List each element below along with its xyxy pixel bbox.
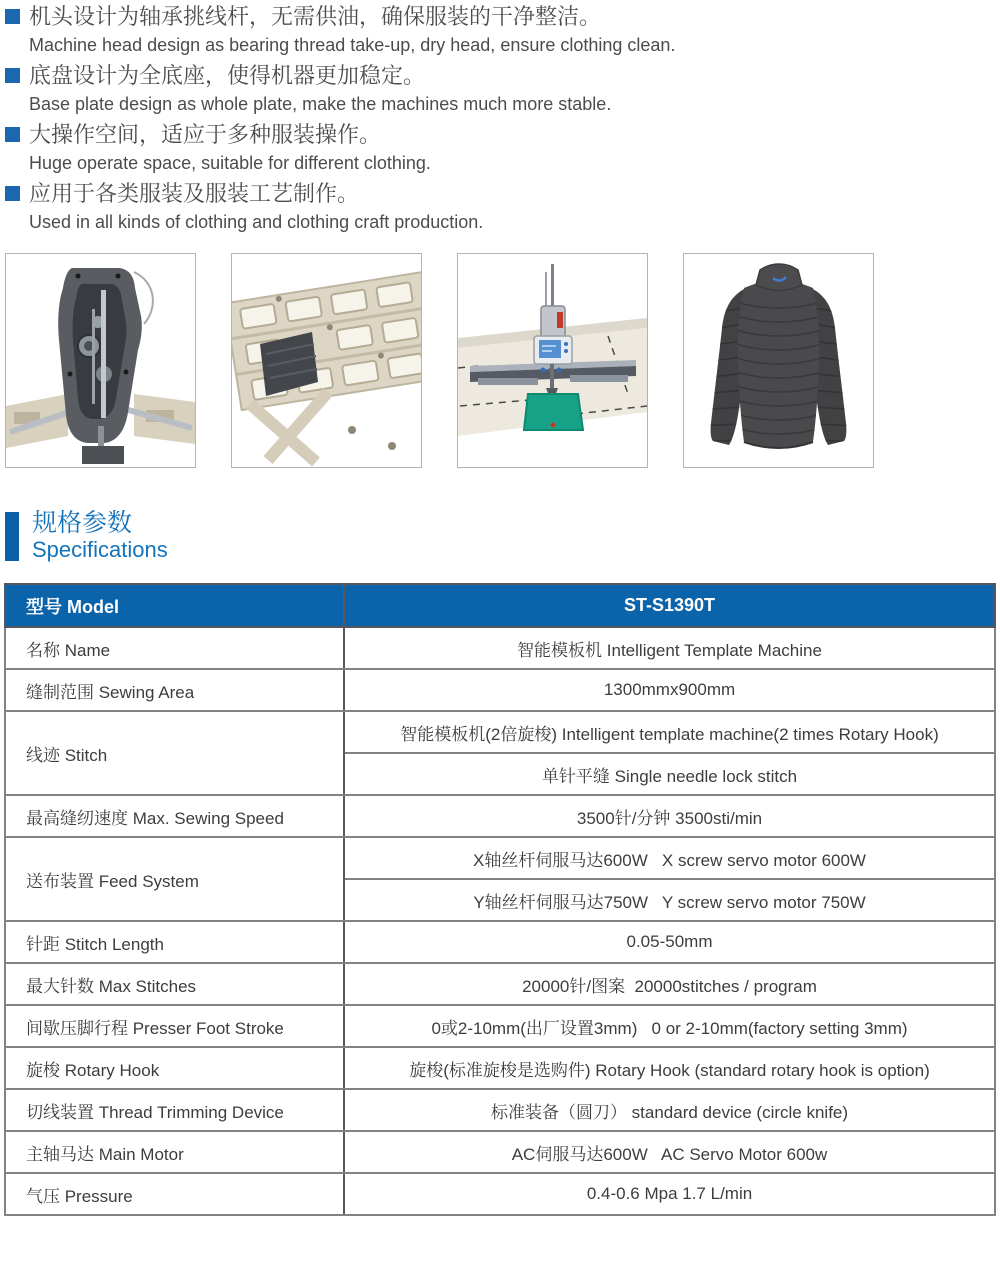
spec-row-main-motor [5,1131,995,1173]
feature-item [5,120,1000,178]
feature-text-en: Used in all kinds of clothing and clothing craft production. [29,212,484,232]
spec-value: 智能模板机 Intelligent Template Machine [344,627,995,669]
feature-text-zh: 大操作空间，适应于多种服装操作。 [29,122,382,147]
spec-value: 智能模板机(2倍旋梭) Intelligent template machine(2 times Rotary Hook) [344,711,995,753]
spec-row-name [5,627,995,669]
spec-value: 单针平缝 Single needle lock stitch [344,753,995,795]
spec-label: 旋梭 Rotary Hook [5,1047,344,1089]
section-title-en: Specifications [32,537,168,562]
feature-text-en: Huge operate space, suitable for different clothing. [29,153,431,173]
spec-label: 名称 Name [5,627,344,669]
spec-row-presser-foot [5,1005,995,1047]
specifications-header [5,509,1000,562]
spec-label: 缝制范围 Sewing Area [5,669,344,711]
spec-value: 标准装备（圆刀） standard device (circle knife) [344,1089,995,1131]
spec-label: 切线装置 Thread Trimming Device [5,1089,344,1131]
spec-row-rotary-hook [5,1047,995,1089]
base-frame-photo [231,253,422,468]
spec-value: X轴丝杆伺服马达600W X screw servo motor 600W [344,837,995,879]
feature-item [5,61,1000,119]
spec-row-feed-system [5,837,995,879]
spec-value: 20000针/图案 20000stitches / program [344,963,995,1005]
machine-head-illustration [6,254,195,467]
spec-label: 送布装置 Feed System [5,837,344,921]
spec-label: 针距 Stitch Length [5,921,344,963]
spec-row-stitch-length [5,921,995,963]
bullet-square-icon [5,186,20,201]
spec-value: 1300mmx900mm [344,669,995,711]
spec-label: 主轴马达 Main Motor [5,1131,344,1173]
feature-text-zh: 应用于各类服装及服装工艺制作。 [29,181,360,206]
feature-item [5,2,1000,60]
spec-row-stitch [5,711,995,753]
template-machine-photo [457,253,648,468]
spec-row-max-speed [5,795,995,837]
template-machine-illustration [458,254,647,467]
spec-row-max-stitches [5,963,995,1005]
machine-head-photo [5,253,196,468]
spec-value: 3500针/分钟 3500sti/min [344,795,995,837]
feature-item [5,179,1000,237]
base-frame-illustration [232,254,421,467]
spec-label: 最高缝纫速度 Max. Sewing Speed [5,795,344,837]
feature-text-en: Base plate design as whole plate, make the machines much more stable. [29,94,612,114]
spec-row-pressure [5,1173,995,1215]
spec-header-label: 型号 Model [5,584,344,627]
spec-label: 线迹 Stitch [5,711,344,795]
spec-header-row [5,584,995,627]
bullet-square-icon [5,9,20,24]
product-photos [5,253,1000,468]
spec-value: 旋梭(标准旋梭是选购件) Rotary Hook (standard rotary hook is option) [344,1047,995,1089]
spec-label: 最大针数 Max Stitches [5,963,344,1005]
feature-text-zh: 底盘设计为全底座，使得机器更加稳定。 [29,63,426,88]
spec-header-value: ST-S1390T [344,584,995,627]
spec-label: 间歇压脚行程 Presser Foot Stroke [5,1005,344,1047]
jacket-illustration [684,254,873,467]
spec-label: 气压 Pressure [5,1173,344,1215]
bullet-square-icon [5,127,20,142]
spec-row-thread-trimming [5,1089,995,1131]
spec-value: AC伺服马达600W AC Servo Motor 600w [344,1131,995,1173]
feature-text-zh: 机头设计为轴承挑线杆，无需供油，确保服装的干净整洁。 [29,4,602,29]
spec-value: 0或2-10mm(出厂设置3mm) 0 or 2-10mm(factory setting 3mm) [344,1005,995,1047]
feature-list [0,0,1000,237]
feature-text-en: Machine head design as bearing thread take-up, dry head, ensure clothing clean. [29,35,676,55]
bullet-square-icon [5,68,20,83]
spec-value: 0.4-0.6 Mpa 1.7 L/min [344,1173,995,1215]
jacket-photo [683,253,874,468]
section-title-zh: 规格参数 [32,509,133,537]
spec-value: Y轴丝杆伺服马达750W Y screw servo motor 750W [344,879,995,921]
spec-table [4,583,996,1216]
spec-value: 0.05-50mm [344,921,995,963]
section-accent-bar [5,512,19,561]
spec-row-sewing-area [5,669,995,711]
